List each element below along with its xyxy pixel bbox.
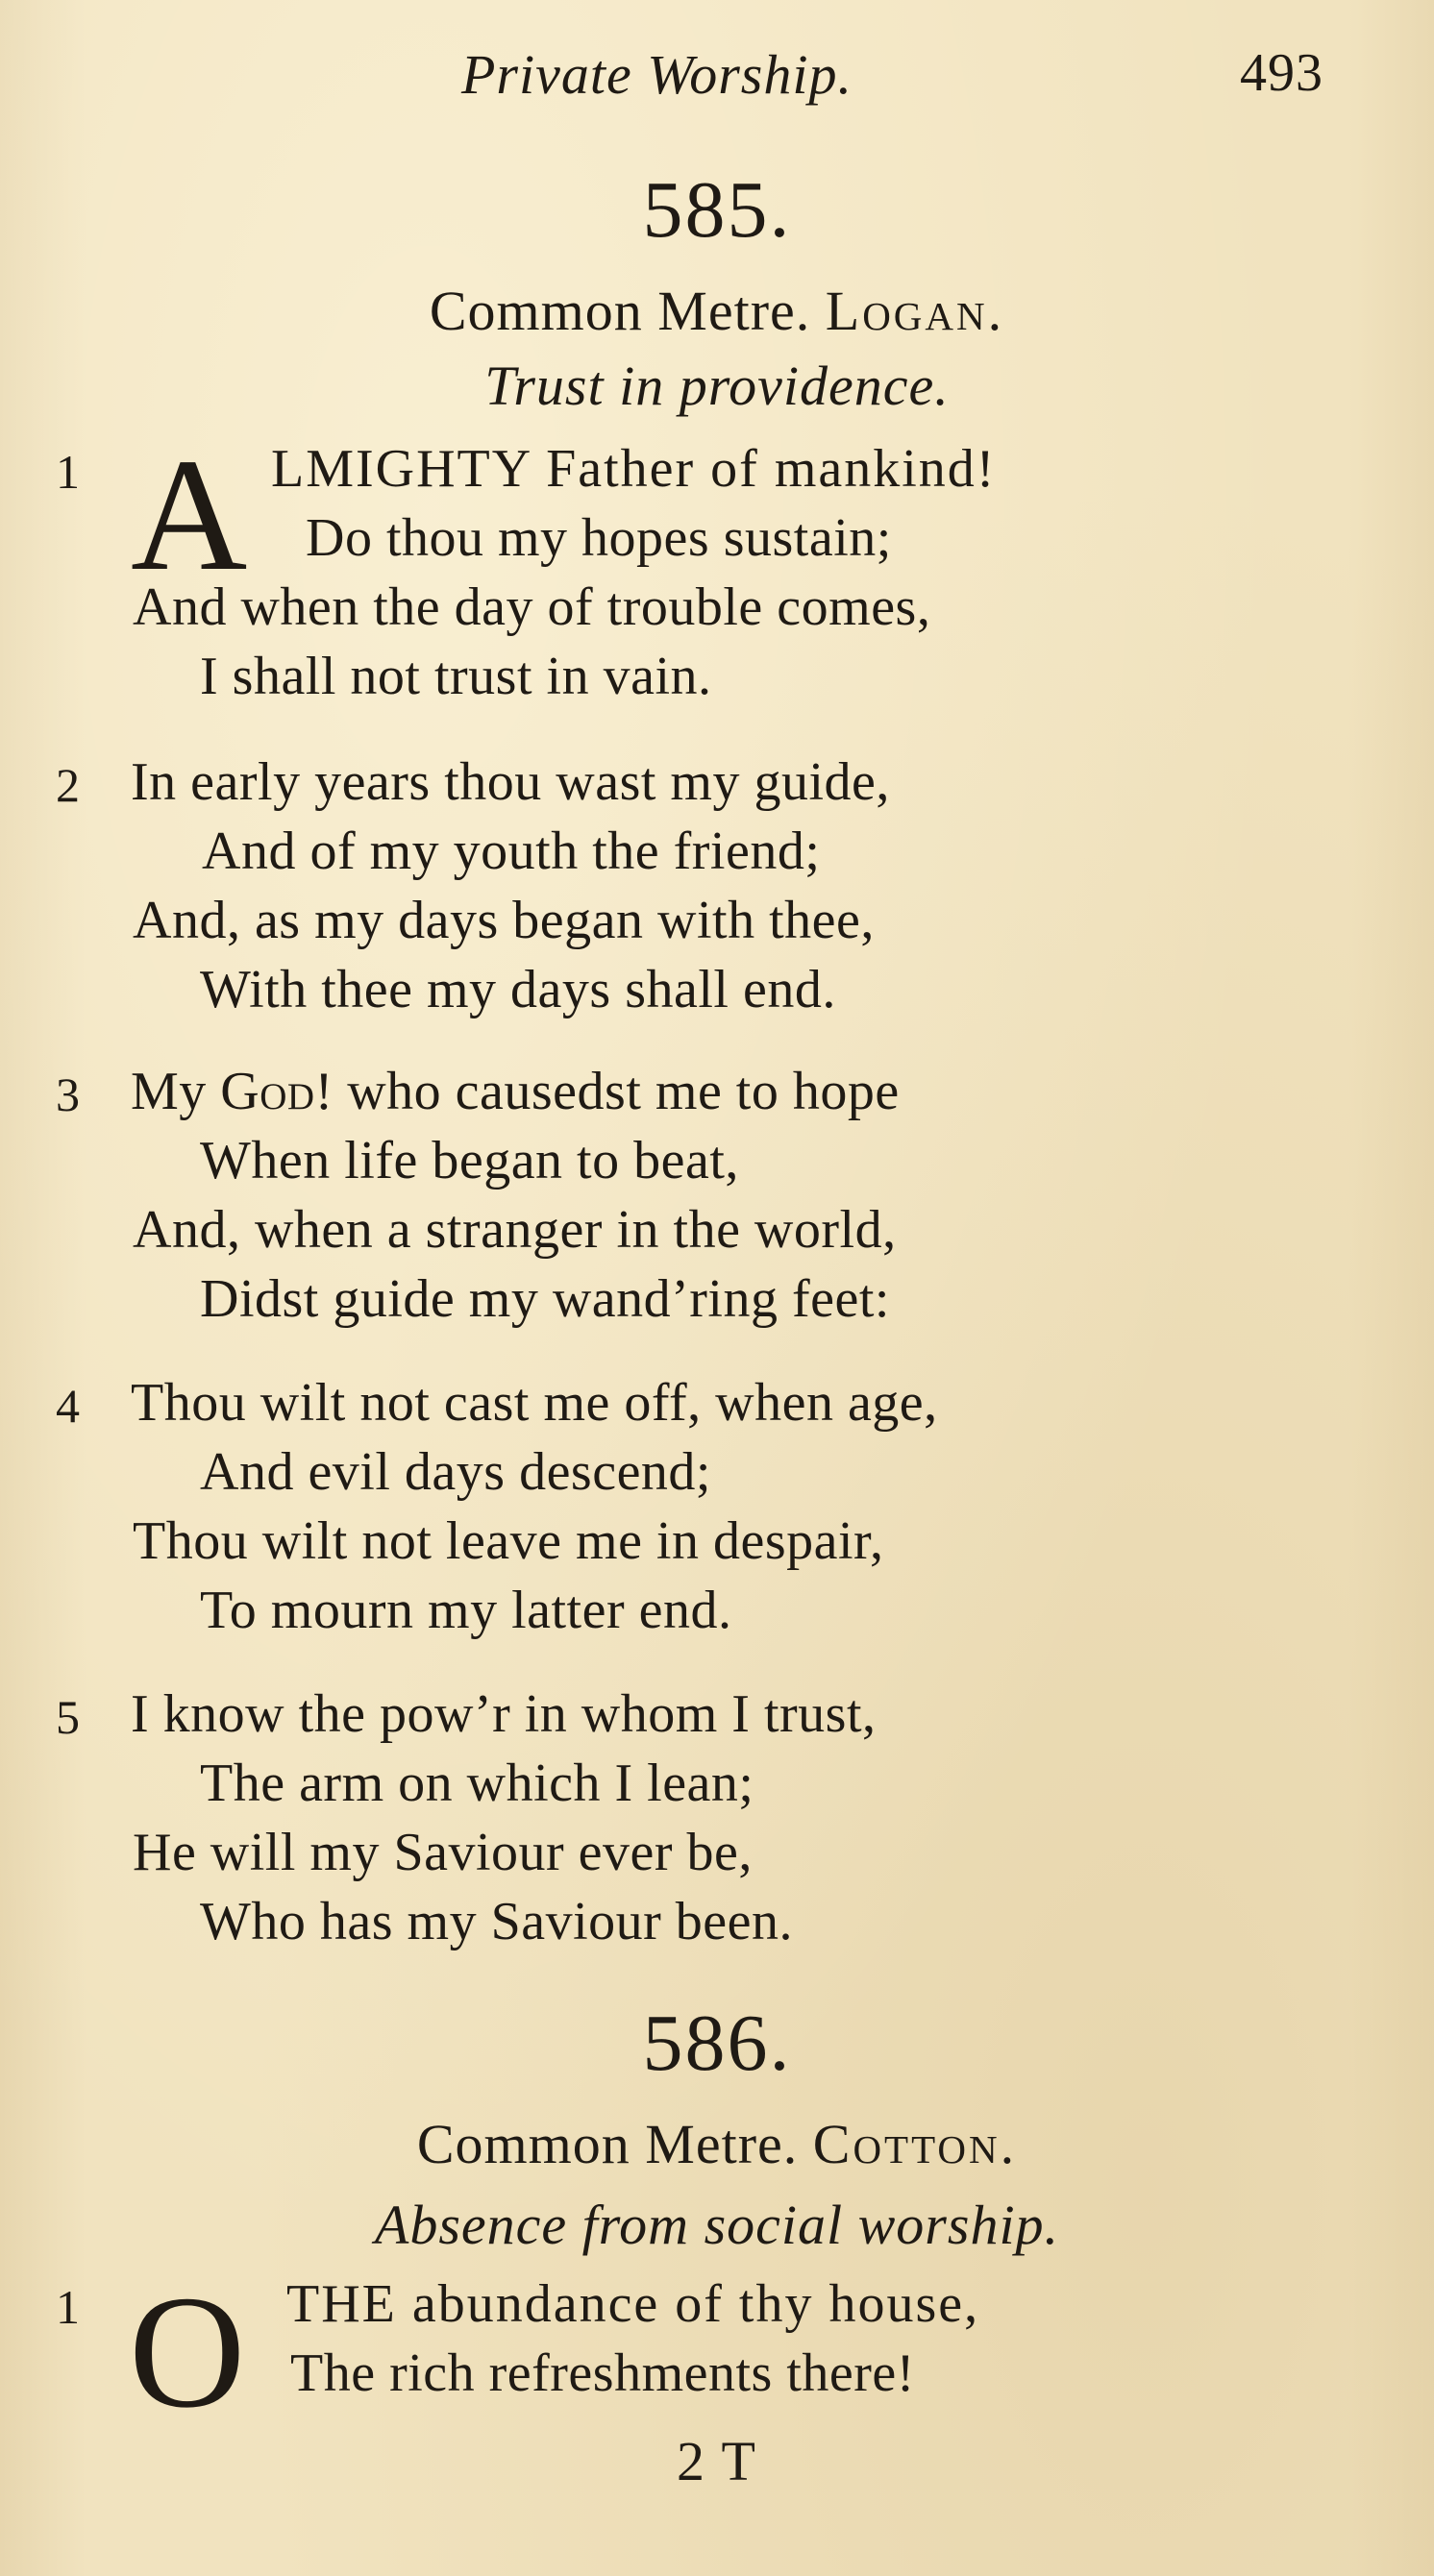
verse-line: He will my Saviour ever be,: [133, 1823, 753, 1882]
verse-line: In early years thou wast my guide,: [131, 752, 890, 812]
hymn-585-subject: Trust in providence.: [484, 355, 950, 417]
verse-number: 1: [56, 2280, 80, 2334]
verse-line: Who has my Saviour been.: [200, 1892, 793, 1951]
hymn-585-metre: Common Metre.: [429, 280, 811, 342]
verse-line: Didst guide my wand’ring feet:: [200, 1269, 890, 1329]
verse-line: And, when a stranger in the world,: [133, 1200, 897, 1260]
page-number: 493: [1240, 43, 1323, 103]
hymn-number-585: 585.: [642, 165, 792, 255]
drop-cap: O: [129, 2263, 246, 2441]
verse-line: LMIGHTY Father of mankind!: [271, 439, 997, 499]
hymn-585-metre-line: [0, 279, 1434, 343]
verse-line: Do thou my hopes sustain;: [306, 508, 892, 568]
hymn-586-metre-line: [0, 2112, 1434, 2176]
hymn-585-tune: Logan.: [825, 280, 1005, 342]
verse-line: To mourn my latter end.: [200, 1581, 732, 1640]
verse-word: My: [131, 1062, 207, 1121]
verse-line: The rich refreshments there!: [290, 2343, 915, 2403]
verse-line: And evil days descend;: [200, 1442, 711, 1502]
verse-number: 2: [56, 758, 80, 812]
verse-line: With thee my days shall end.: [200, 960, 836, 1019]
verse-line: And of my youth the friend;: [202, 822, 821, 881]
verse-number: 4: [56, 1379, 80, 1433]
hymn-586-metre: Common Metre.: [416, 2113, 799, 2175]
running-title: Private Worship.: [461, 43, 853, 106]
signature-mark: 2 T: [677, 2430, 757, 2492]
hymn-586-tune: Cotton.: [812, 2113, 1018, 2175]
verse-line: When life began to beat,: [200, 1131, 739, 1190]
hymn-586-subject: Absence from social worship.: [374, 2194, 1060, 2256]
verse-line: [131, 1061, 900, 1122]
divine-name: God: [220, 1062, 315, 1121]
verse-line: Thou wilt not cast me off, when age,: [131, 1373, 938, 1433]
hymn-number-586: 586.: [642, 1999, 792, 2088]
verse-number: 1: [56, 445, 80, 499]
verse-line: The arm on which I lean;: [200, 1754, 754, 1813]
verse-line: And, as my days began with thee,: [133, 891, 875, 950]
drop-cap: A: [131, 426, 248, 604]
verse-number: 5: [56, 1690, 80, 1744]
verse-word: ! who causedst me to hope: [314, 1062, 900, 1121]
page-header: [0, 42, 1434, 119]
verse-line: I know the pow’r in whom I trust,: [131, 1684, 877, 1744]
verse-line: THE abundance of thy house,: [286, 2274, 980, 2334]
verse-line: Thou wilt not leave me in despair,: [133, 1511, 884, 1571]
verse-line: And when the day of trouble comes,: [133, 577, 931, 637]
verse-number: 3: [56, 1067, 80, 1121]
verse-line: I shall not trust in vain.: [200, 647, 712, 706]
